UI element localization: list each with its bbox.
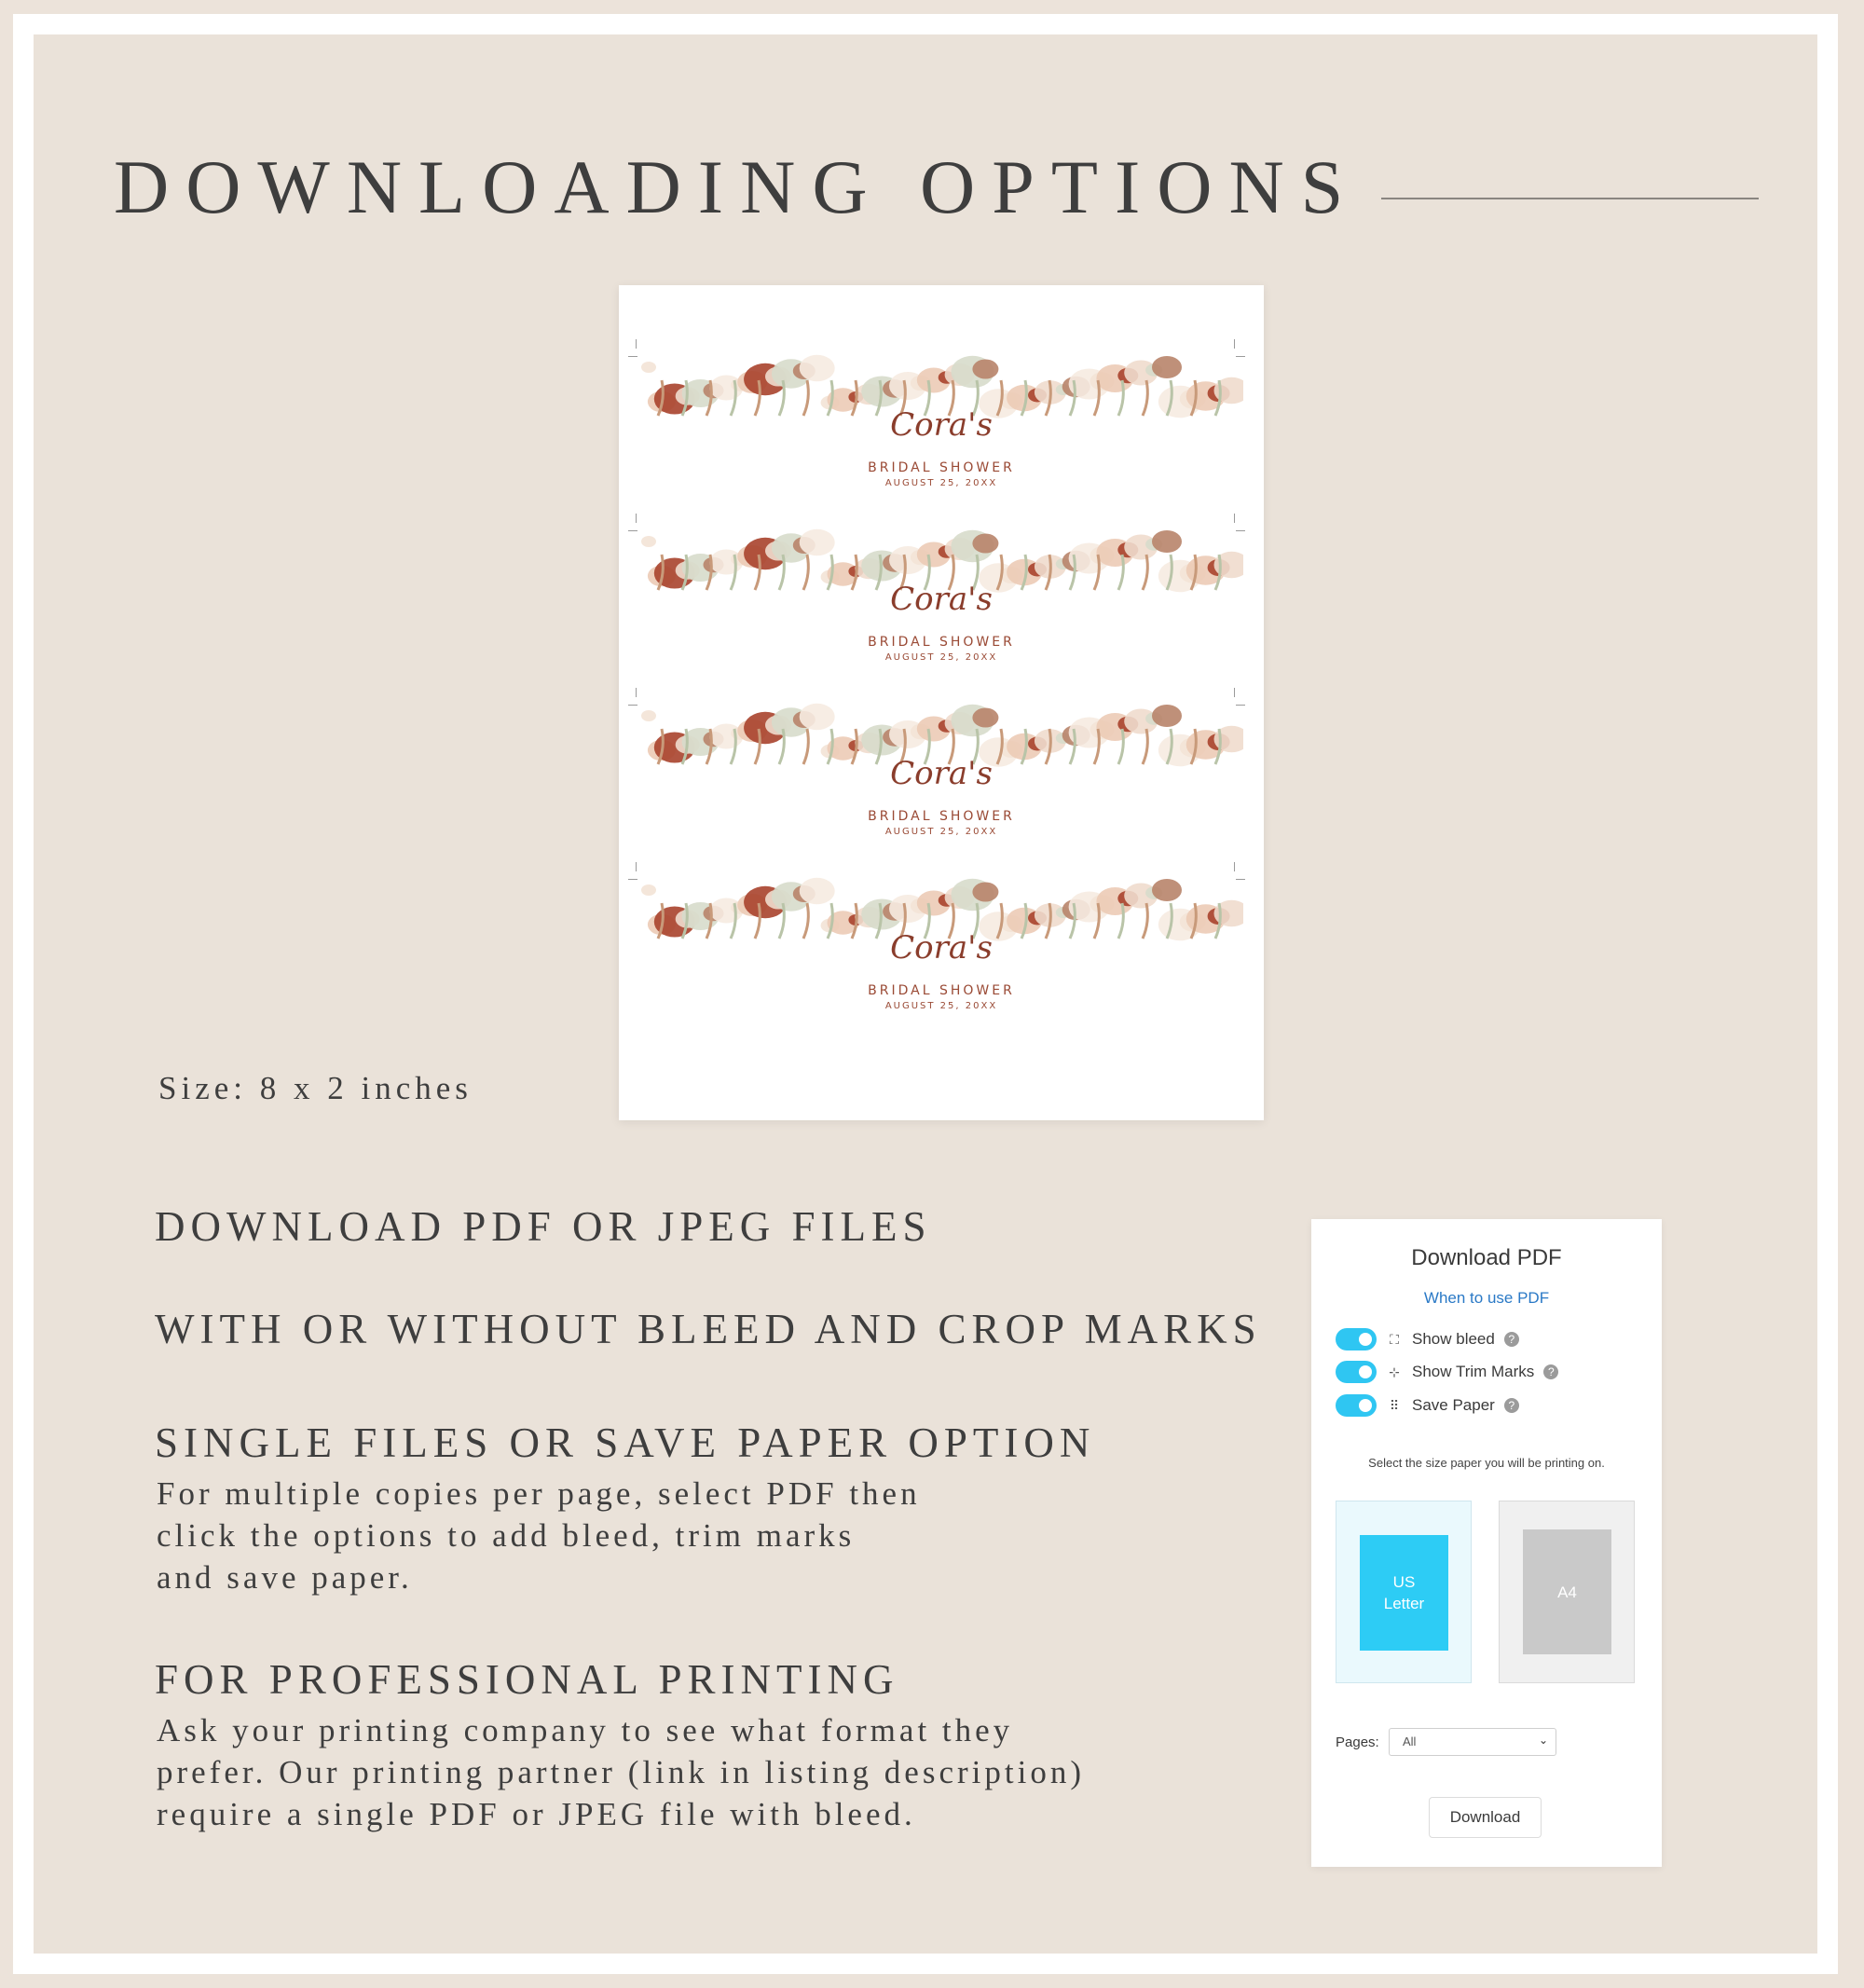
body-line: and save paper. — [157, 1559, 413, 1596]
show-trim-marks-toggle[interactable] — [1336, 1361, 1377, 1383]
option-label: Show Trim Marks — [1412, 1363, 1535, 1380]
label-title: BRIDAL SHOWER — [868, 809, 1015, 824]
download-button[interactable]: Download — [1429, 1797, 1542, 1838]
label-date: AUGUST 25, 20XX — [884, 827, 998, 837]
bleed-icon: ⛶ — [1390, 1331, 1399, 1347]
body-line: Ask your printing company to see what format they — [157, 1712, 1014, 1748]
option-save-paper[interactable] — [1336, 1393, 1519, 1418]
pages-select-value: All — [1403, 1734, 1417, 1748]
trim-mark — [636, 339, 637, 349]
show-bleed-toggle[interactable] — [1336, 1328, 1377, 1350]
body-line: prefer. Our printing partner (link in listing description) — [157, 1754, 1085, 1790]
preview-sheet — [619, 285, 1264, 1120]
label-date: AUGUST 25, 20XX — [884, 1001, 998, 1011]
size-text: Size: 8 x 2 inches — [158, 1070, 473, 1106]
help-icon[interactable]: ? — [1504, 1398, 1519, 1413]
label-name: Cora's — [890, 755, 993, 792]
body-line: require a single PDF or JPEG file with bleed. — [157, 1796, 916, 1832]
label-name: Cora's — [890, 406, 993, 444]
body-line: click the options to add bleed, trim marks — [157, 1517, 856, 1554]
label-card — [639, 699, 1243, 848]
option-show-bleed[interactable] — [1336, 1327, 1519, 1351]
when-to-use-pdf-link[interactable]: When to use PDF — [1423, 1289, 1550, 1307]
help-icon[interactable]: ? — [1504, 1332, 1519, 1347]
download-heading: DOWNLOAD PDF OR JPEG FILES — [155, 1203, 932, 1250]
paper-size-hint: Select the size paper you will be printing on. — [1368, 1456, 1605, 1470]
download-panel — [1311, 1219, 1662, 1867]
paper-option-us-letter[interactable] — [1336, 1501, 1472, 1683]
pages-label: Pages: — [1336, 1734, 1379, 1750]
trim-mark — [636, 514, 637, 523]
trim-mark — [1234, 862, 1235, 871]
label-date: AUGUST 25, 20XX — [884, 652, 998, 663]
save-paper-toggle[interactable] — [1336, 1394, 1377, 1417]
paper-option-a4[interactable] — [1499, 1501, 1635, 1683]
save-paper-heading: SINGLE FILES OR SAVE PAPER OPTION — [155, 1419, 1096, 1466]
chevron-down-icon: ⌄ — [1538, 1734, 1548, 1747]
label-name: Cora's — [890, 929, 993, 967]
grid-icon: ⠿ — [1389, 1397, 1400, 1413]
label-card — [639, 525, 1243, 674]
trim-mark — [1236, 356, 1245, 357]
save-paper-body — [157, 1473, 921, 1598]
label-name: Cora's — [890, 581, 993, 618]
trim-mark — [1234, 514, 1235, 523]
trim-mark — [628, 530, 637, 531]
trim-mark — [1234, 339, 1235, 349]
label-title: BRIDAL SHOWER — [868, 460, 1015, 475]
label-card — [639, 350, 1243, 500]
trim-marks-icon: ⊹ — [1389, 1364, 1400, 1379]
trim-mark — [1236, 705, 1245, 706]
trim-mark — [628, 356, 637, 357]
label-title: BRIDAL SHOWER — [868, 635, 1015, 650]
professional-heading: FOR PROFESSIONAL PRINTING — [155, 1656, 899, 1703]
paper-swatch-label: A4 — [1523, 1529, 1611, 1654]
title-rule — [1381, 198, 1759, 199]
label-date: AUGUST 25, 20XX — [884, 478, 998, 488]
help-icon[interactable]: ? — [1543, 1364, 1558, 1379]
bleed-heading: WITH OR WITHOUT BLEED AND CROP MARKS — [155, 1306, 1262, 1352]
trim-mark — [1234, 688, 1235, 697]
trim-mark — [636, 862, 637, 871]
label-title: BRIDAL SHOWER — [868, 983, 1015, 998]
trim-mark — [636, 688, 637, 697]
panel-title: Download PDF — [1411, 1245, 1562, 1270]
page-title: DOWNLOADING OPTIONS — [114, 144, 1361, 229]
body-line: For multiple copies per page, select PDF then — [157, 1475, 921, 1512]
trim-mark — [1236, 530, 1245, 531]
option-label: Save Paper — [1412, 1396, 1495, 1414]
option-label: Show bleed — [1412, 1330, 1495, 1348]
pages-select[interactable] — [1389, 1728, 1556, 1756]
trim-mark — [628, 705, 637, 706]
label-card — [639, 873, 1243, 1022]
trim-mark — [628, 879, 637, 880]
trim-mark — [1236, 879, 1245, 880]
option-show-trim-marks[interactable] — [1336, 1360, 1558, 1384]
paper-swatch-label: US Letter — [1360, 1535, 1448, 1651]
professional-body — [157, 1709, 1085, 1835]
